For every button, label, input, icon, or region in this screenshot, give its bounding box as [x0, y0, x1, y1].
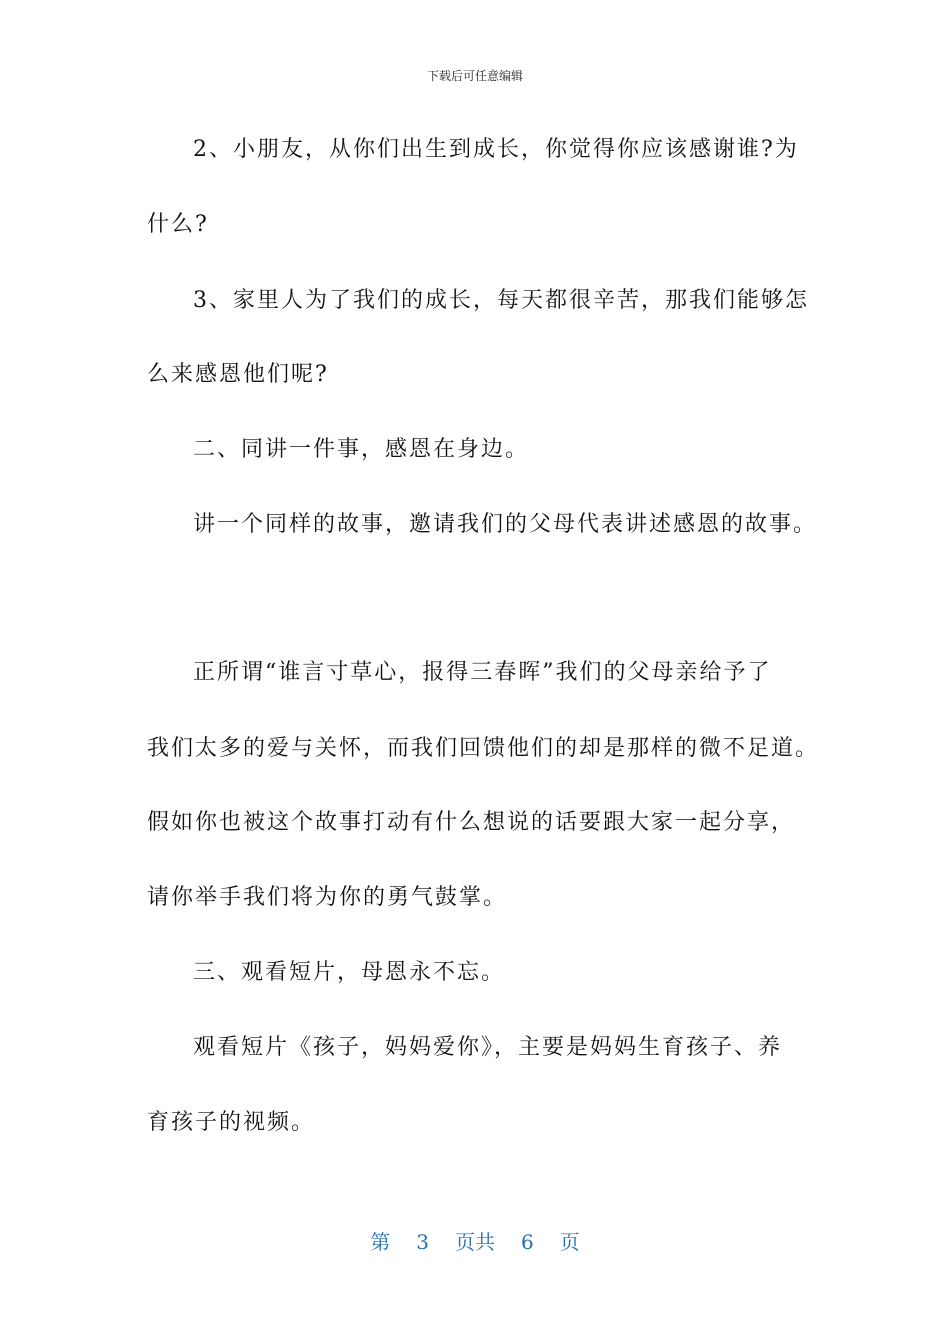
paragraph-line: 正所谓“谁言寸草心，报得三春晖”我们的父母亲给予了 — [193, 660, 772, 685]
paragraph-line: 育孩子的视频。 — [147, 1110, 316, 1135]
paragraph-line: 什么? — [147, 212, 209, 237]
section-heading: 二、同讲一件事，感恩在身边。 — [193, 437, 530, 462]
paragraph-line: 3、家里人为了我们的成长，每天都很辛苦，那我们能够怎 — [193, 288, 809, 313]
page-footer — [0, 1226, 950, 1255]
paragraph-line: 2、小朋友，从你们出生到成长，你觉得你应该感谢谁?为 — [193, 137, 799, 162]
footer-page-number: 3 — [416, 1230, 429, 1254]
paragraph-line: 么来感恩他们呢? — [147, 362, 329, 387]
footer-total-pages: 6 — [521, 1230, 534, 1254]
paragraph-line: 观看短片《孩子，妈妈爱你》，主要是妈妈生育孩子、养 — [193, 1035, 783, 1060]
footer-suffix: 页 — [559, 1230, 580, 1254]
section-heading: 三、观看短片，母恩永不忘。 — [193, 960, 506, 985]
page-header: 下载后可任意编辑 — [426, 69, 523, 83]
paragraph-line: 讲一个同样的故事，邀请我们的父母代表讲述感恩的故事。 — [193, 512, 818, 537]
footer-middle: 页共 — [455, 1230, 495, 1254]
footer-prefix: 第 — [370, 1230, 391, 1254]
paragraph-line: 我们太多的爱与关怀，而我们回馈他们的却是那样的微不足道。 — [147, 736, 820, 761]
paragraph-line: 假如你也被这个故事打动有什么想说的话要跟大家一起分享， — [147, 810, 796, 835]
paragraph-line: 请你举手我们将为你的勇气鼓掌。 — [147, 885, 508, 910]
